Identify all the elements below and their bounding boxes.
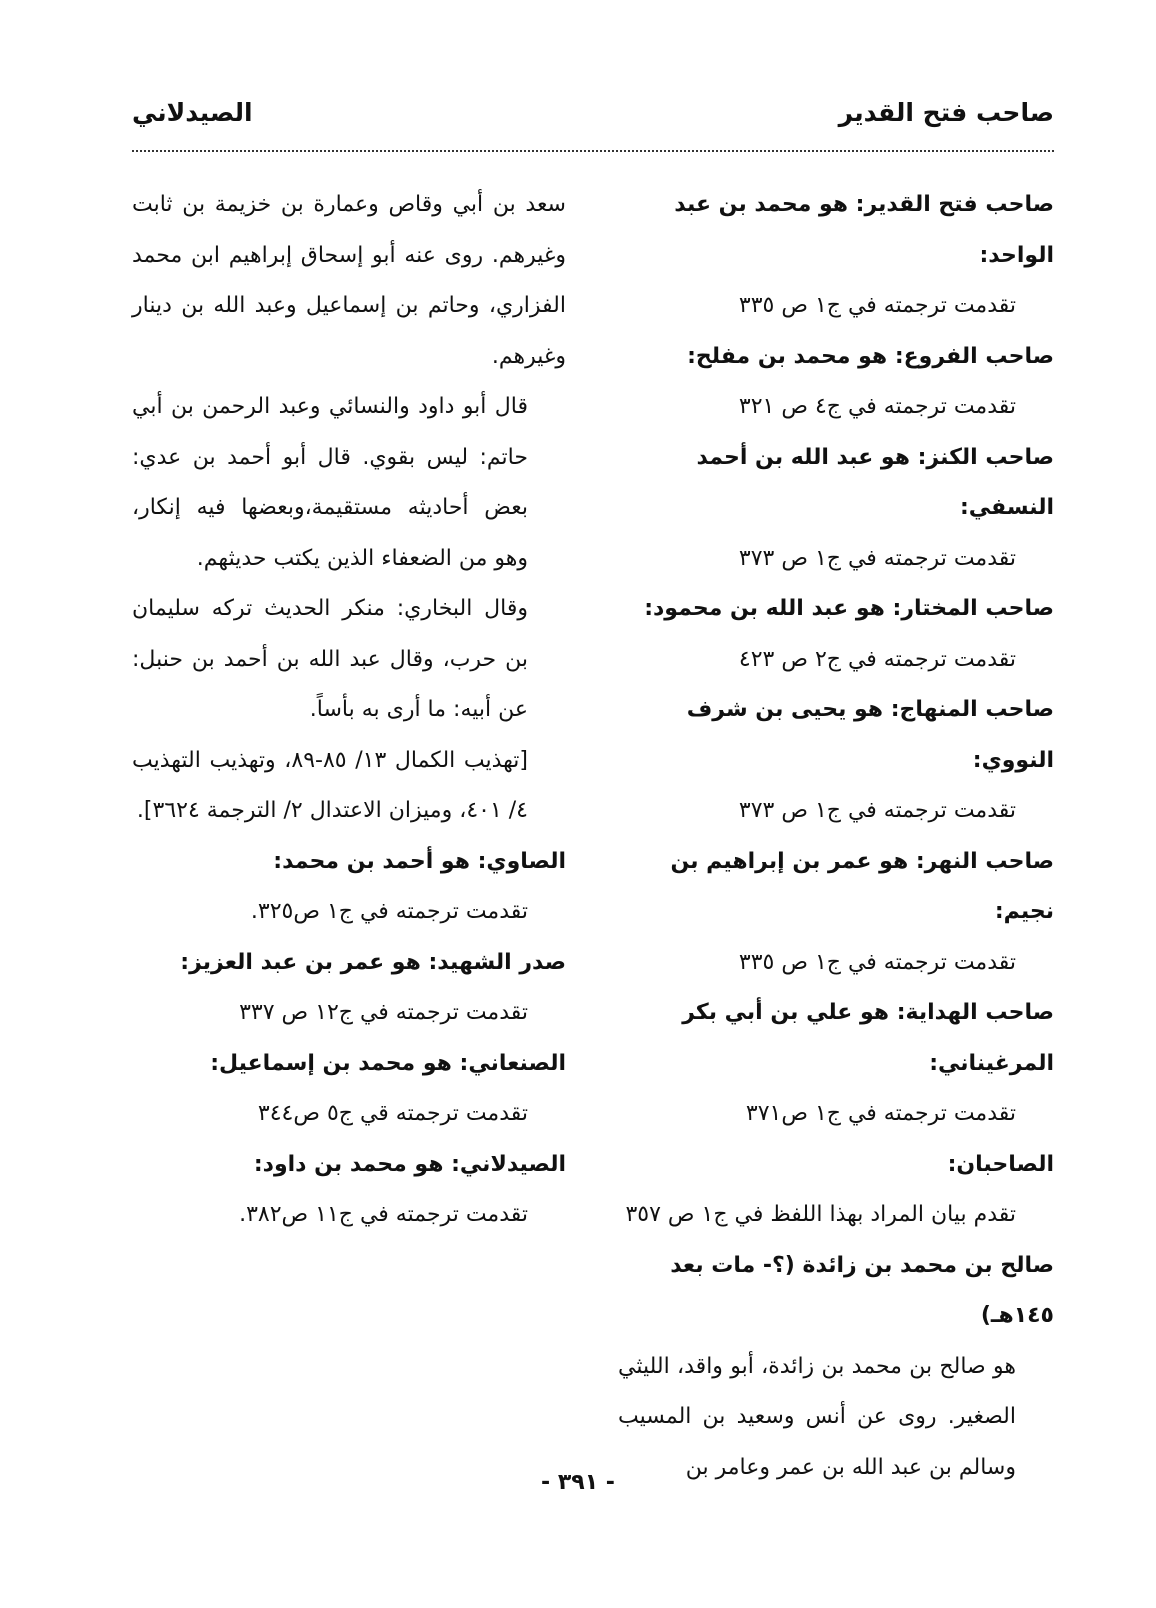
running-header	[132, 98, 1054, 142]
entry-sources: [تهذيب الكمال ١٣/ ٨٥-٨٩، وتهذيب التهذيب ٤/ ٤٠١، وميزان الاعتدال ٢/ الترجمة ٣٦٢٤].	[132, 747, 529, 823]
entry-reference: تقدمت ترجمته في ج١ ص٣٧١	[745, 1101, 1016, 1126]
entry-reference: تقدم بيان المراد بهذا اللفظ في ج١ ص ٣٥٧	[625, 1202, 1016, 1227]
entry-heading: صالح بن محمد بن زائدة (؟- مات بعد ١٤٥هـ)	[670, 1252, 1054, 1328]
header-left-title: الصيدلاني	[132, 98, 253, 127]
entry-heading: الصنعاني: هو محمد بن إسماعيل:	[210, 1050, 566, 1076]
entry-reference: تقدمت ترجمته في ج١ ص ٣٣٥	[738, 949, 1016, 975]
entry-heading: الصاوي: هو أحمد بن محمد:	[273, 848, 566, 874]
entry-reference: تقدمت ترجمته في ج١٢ ص ٣٣٧	[239, 1000, 528, 1025]
entry-reference: تقدمت ترجمته في ج١١ ص٣٨٢.	[239, 1202, 528, 1227]
header-dotted-rule	[132, 150, 1054, 152]
entry-heading: الصيدلاني: هو محمد بن داود:	[253, 1151, 566, 1177]
entry-reference: تقدمت ترجمته في ج١ ص ٣٧٣	[738, 798, 1016, 823]
entry-heading: صاحب فتح القدير: هو محمد بن عبد الواحد:	[674, 192, 1054, 268]
entry-reference: تقدمت ترجمته في ج٤ ص ٣٢١	[738, 394, 1016, 419]
entry-heading: صاحب النهر: هو عمر بن إبراهيم بن نجيم:	[670, 848, 1054, 924]
entry-heading: صاحب الفروع: هو محمد بن مفلح:	[687, 343, 1054, 369]
entry-heading: صاحب الهداية: هو علي بن أبي بكر المرغيناني:	[682, 1000, 1054, 1076]
page-number: - ٣٩١ -	[541, 1470, 615, 1495]
entry-reference: تقدمت ترجمته في ج١ ص٣٢٥.	[250, 899, 528, 924]
entry-body: قال أبو داود والنسائي وعبد الرحمن بن أبي حاتم: ليس بقوي. قال أبو أحمد بن عدي: بعض أحاديثه مستقيمة،وبعضها فيه إنكار، وهو من الضعفاء الذين يكتب حديثهم.	[132, 394, 528, 571]
entry-body: وقال البخاري: منكر الحديث تركه سليمان بن حرب، وقال عبد الله بن أحمد بن حنبل: عن أبيه: ما أرى به بأساً.	[132, 596, 528, 722]
entry-heading: صاحب الكنز: هو عبد الله بن أحمد النسفي:	[696, 444, 1054, 520]
entry-heading: صاحب المختار: هو عبد الله بن محمود:	[644, 596, 1054, 621]
left-column	[132, 180, 566, 1241]
right-column	[618, 180, 1054, 1493]
entry-reference: تقدمت ترجمته قي ج٥ ص٣٤٤	[257, 1101, 528, 1126]
entry-heading: صاحب المنهاج: هو يحيى بن شرف النووي:	[686, 697, 1054, 773]
entry-heading: صدر الشهيد: هو عمر بن عبد العزيز:	[180, 949, 566, 975]
entry-body-continued: سعد بن أبي وقاص وعمارة بن خزيمة بن ثابت وغيرهم. روى عنه أبو إسحاق إبراهيم ابن محمد الفزاري، وحاتم بن إسماعيل وعبد الله بن دينار وغيرهم.	[132, 192, 566, 369]
header-right-title: صاحب فتح القدير	[838, 98, 1054, 127]
entry-heading: الصاحبان:	[947, 1151, 1054, 1177]
entry-reference: تقدمت ترجمته في ج٢ ص ٤٢٣	[738, 646, 1016, 672]
entry-body: هو صالح بن محمد بن زائدة، أبو واقد، الليثي الصغير. روى عن أنس وسعيد بن المسيب وسالم بن عبد الله بن عمر وعامر بن	[618, 1353, 1016, 1480]
entry-reference: تقدمت ترجمته في ج١ ص ٣٧٣	[738, 545, 1016, 571]
entry-reference: تقدمت ترجمته في ج١ ص ٣٣٥	[738, 293, 1016, 318]
